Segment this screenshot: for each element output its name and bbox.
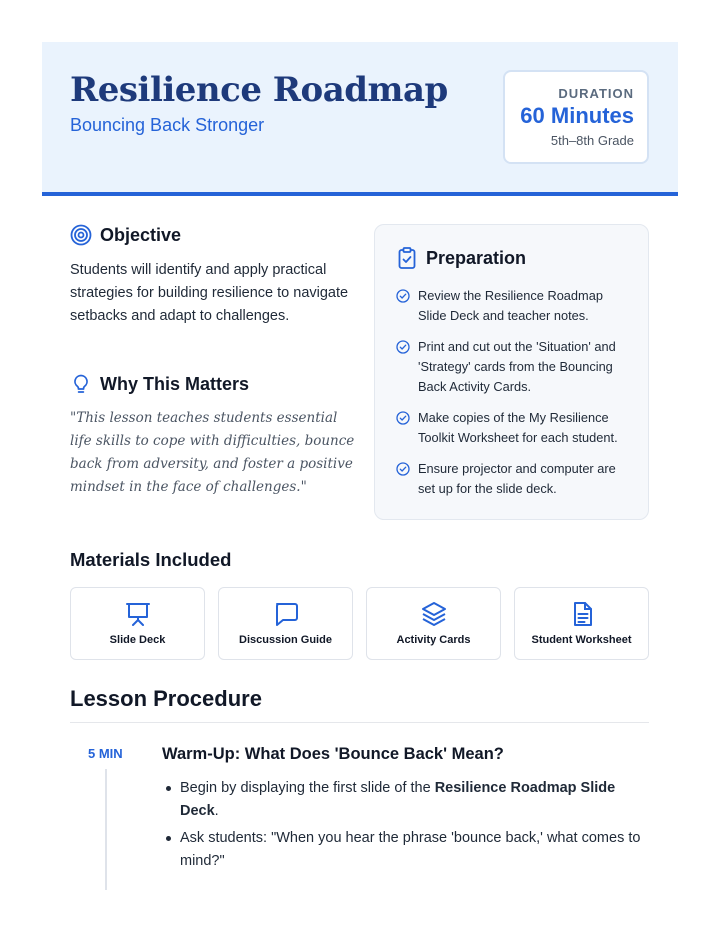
lightbulb-icon bbox=[70, 373, 92, 395]
prep-item-text: Make copies of the My Resilience Toolkit Worksheet for each student. bbox=[418, 410, 618, 445]
bullet-text: Begin by displaying the first slide of the bbox=[180, 780, 435, 796]
prep-item-text: Ensure projector and computer are set up for the slide deck. bbox=[418, 461, 616, 496]
step-title: Warm-Up: What Does 'Bounce Back' Mean? bbox=[162, 745, 504, 763]
clipboard-check-icon bbox=[396, 246, 418, 270]
procedure-heading: Lesson Procedure bbox=[70, 686, 262, 711]
divider bbox=[70, 722, 649, 723]
lesson-subtitle: Bouncing Back Stronger bbox=[70, 115, 265, 135]
prep-item-text: Review the Resilience Roadmap Slide Deck and teacher notes. bbox=[418, 288, 603, 323]
prep-item-text: Print and cut out the 'Situation' and 'Strategy' cards from the Bouncing Back Activity Cards. bbox=[418, 339, 616, 394]
lesson-header bbox=[42, 42, 678, 196]
duration-label: DURATION bbox=[558, 86, 634, 101]
layers-icon bbox=[420, 600, 448, 628]
preparation-card bbox=[374, 224, 649, 520]
chat-bubble-icon bbox=[272, 600, 300, 628]
duration-value: 60 Minutes bbox=[520, 103, 634, 128]
material-discussion-guide[interactable] bbox=[218, 587, 353, 660]
lesson-title: Resilience Roadmap bbox=[70, 70, 448, 110]
prep-item bbox=[396, 408, 632, 448]
objective-title: Objective bbox=[100, 224, 182, 245]
preparation-list bbox=[396, 286, 632, 510]
timeline-line bbox=[105, 769, 107, 890]
step-bullets bbox=[180, 777, 650, 877]
material-slide-deck[interactable] bbox=[70, 587, 205, 660]
why-title: Why This Matters bbox=[100, 373, 250, 394]
check-circle-icon bbox=[396, 411, 410, 425]
material-label: Activity Cards bbox=[396, 634, 471, 646]
step-bullet bbox=[180, 777, 650, 823]
objective-heading bbox=[70, 224, 181, 246]
why-heading bbox=[70, 373, 249, 395]
document-icon bbox=[568, 600, 596, 628]
objective-text: Students will identify and apply practical strategies for building resilience to navigate setbacks and adapt to challenges. bbox=[70, 262, 349, 324]
prep-item bbox=[396, 286, 632, 326]
material-label: Slide Deck bbox=[109, 634, 166, 646]
material-student-worksheet[interactable] bbox=[514, 587, 649, 660]
step-bullet: Ask students: "When you hear the phrase 'bounce back,' what comes to mind?" bbox=[180, 827, 650, 873]
presentation-icon bbox=[124, 600, 152, 628]
material-activity-cards[interactable] bbox=[366, 587, 501, 660]
check-circle-icon bbox=[396, 289, 410, 303]
material-label: Student Worksheet bbox=[531, 634, 632, 646]
grade-level: 5th–8th Grade bbox=[550, 133, 634, 148]
duration-card bbox=[503, 70, 649, 164]
check-circle-icon bbox=[396, 340, 410, 354]
prep-item bbox=[396, 459, 632, 499]
step-time: 5 MIN bbox=[88, 746, 123, 761]
prep-item bbox=[396, 337, 632, 397]
bullet-bold-text: Resilience Roadmap Slide Deck bbox=[180, 780, 616, 819]
target-icon bbox=[70, 224, 92, 246]
why-quote: "This lesson teaches students essential life skills to cope with difficulties, bounce back from adversity, and foster a positive mindset in the face of challenges." bbox=[70, 410, 355, 495]
material-label: Discussion Guide bbox=[239, 634, 332, 646]
check-circle-icon bbox=[396, 462, 410, 476]
materials-heading: Materials Included bbox=[70, 549, 232, 570]
preparation-title: Preparation bbox=[426, 247, 527, 268]
bullet-text-end: . bbox=[214, 803, 219, 819]
preparation-heading bbox=[396, 246, 526, 270]
